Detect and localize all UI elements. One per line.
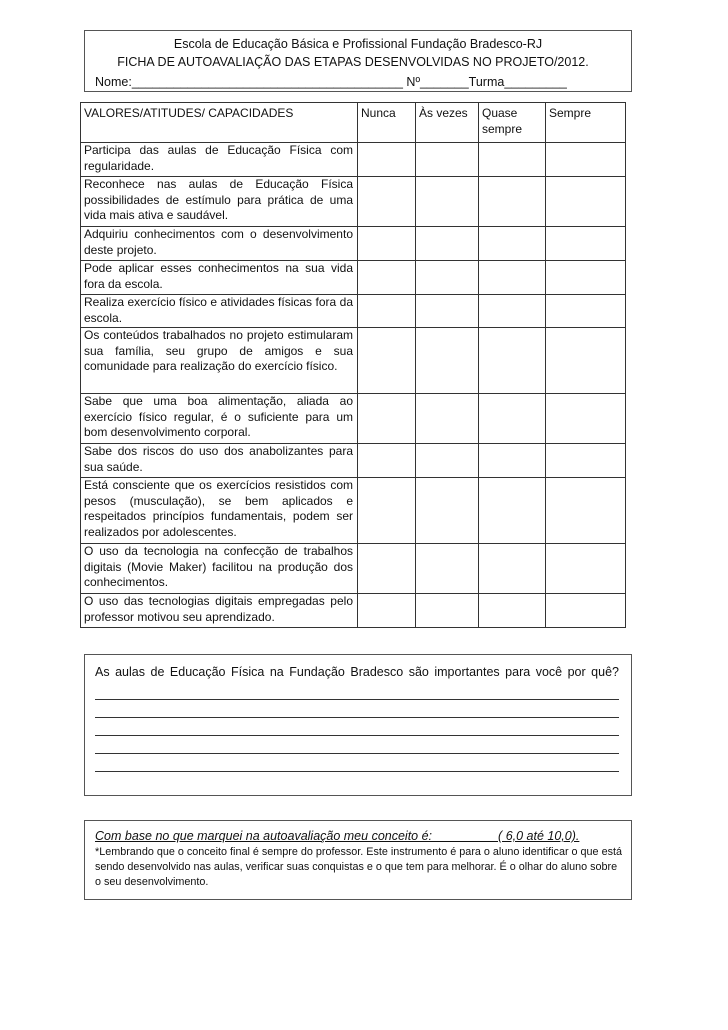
- mark-cell-always[interactable]: [546, 594, 626, 628]
- statement-cell: Adquiriu conhecimentos com o desenvolvimento deste projeto.: [81, 227, 358, 261]
- table-row: [81, 261, 626, 295]
- table-row: [81, 478, 626, 544]
- statement-cell: O uso das tecnologias digitais empregadas pelo professor motivou seu aprendizado.: [81, 594, 358, 628]
- mark-cell-sometimes[interactable]: [416, 394, 479, 444]
- statement-cell: Está consciente que os exercícios resistidos com pesos (musculação), se bem aplicados e respeitados princípios fundamentais, podem ser realizados por adolescentes.: [81, 478, 358, 544]
- answer-line[interactable]: [95, 771, 619, 772]
- mark-cell-almost-always[interactable]: [479, 227, 546, 261]
- mark-cell-never[interactable]: [358, 295, 416, 328]
- mark-cell-always[interactable]: [546, 143, 626, 177]
- table-row: [81, 143, 626, 177]
- mark-cell-almost-always[interactable]: [479, 444, 546, 478]
- table-header-row: [81, 103, 626, 143]
- mark-cell-always[interactable]: [546, 478, 626, 544]
- mark-cell-never[interactable]: [358, 143, 416, 177]
- table-row: [81, 295, 626, 328]
- mark-cell-sometimes[interactable]: [416, 328, 479, 394]
- column-header-never: Nunca: [358, 103, 416, 143]
- student-info-line[interactable]: Nome:_______________________________________ Nº_______Turma_________: [95, 75, 567, 89]
- table-row: [81, 594, 626, 628]
- mark-cell-always[interactable]: [546, 444, 626, 478]
- question-text: As aulas de Educação Física na Fundação Bradesco são importantes para você por quê?: [95, 665, 619, 679]
- mark-cell-sometimes[interactable]: [416, 444, 479, 478]
- statement-cell: Realiza exercício físico e atividades físicas fora da escola.: [81, 295, 358, 328]
- mark-cell-almost-always[interactable]: [479, 143, 546, 177]
- mark-cell-never[interactable]: [358, 227, 416, 261]
- table-row: [81, 394, 626, 444]
- statement-cell: Pode aplicar esses conhecimentos na sua vida fora da escola.: [81, 261, 358, 295]
- column-header-almost-always: Quase sempre: [479, 103, 546, 143]
- mark-cell-never[interactable]: [358, 177, 416, 227]
- mark-cell-almost-always[interactable]: [479, 328, 546, 394]
- mark-cell-almost-always[interactable]: [479, 261, 546, 295]
- table-row: [81, 177, 626, 227]
- statement-cell: O uso da tecnologia na confecção de trabalhos digitais (Movie Maker) facilitou na produção dos conhecimentos.: [81, 544, 358, 594]
- table-row: [81, 444, 626, 478]
- column-header-capacities: VALORES/ATITUDES/ CAPACIDADES: [81, 103, 358, 143]
- mark-cell-always[interactable]: [546, 394, 626, 444]
- mark-cell-almost-always[interactable]: [479, 544, 546, 594]
- question-box: [84, 654, 632, 796]
- mark-cell-sometimes[interactable]: [416, 544, 479, 594]
- form-title: FICHA DE AUTOAVALIAÇÃO DAS ETAPAS DESENVOLVIDAS NO PROJETO/2012.: [117, 55, 589, 69]
- mark-cell-almost-always[interactable]: [479, 478, 546, 544]
- answer-line[interactable]: [95, 699, 619, 700]
- statement-cell: Sabe dos riscos do uso dos anabolizantes para sua saúde.: [81, 444, 358, 478]
- statement-cell: Participa das aulas de Educação Física com regularidade.: [81, 143, 358, 177]
- mark-cell-never[interactable]: [358, 328, 416, 394]
- table-row: [81, 544, 626, 594]
- mark-cell-never[interactable]: [358, 261, 416, 295]
- table-row: [81, 328, 626, 394]
- mark-cell-never[interactable]: [358, 444, 416, 478]
- mark-cell-sometimes[interactable]: [416, 295, 479, 328]
- answer-line[interactable]: [95, 753, 619, 754]
- mark-cell-sometimes[interactable]: [416, 594, 479, 628]
- statement-cell: Reconhece nas aulas de Educação Física possibilidades de estímulo para prática de uma vida mais ativa e saudável.: [81, 177, 358, 227]
- mark-cell-never[interactable]: [358, 394, 416, 444]
- statement-cell: Os conteúdos trabalhados no projeto estimularam sua família, seu grupo de amigos e sua comunidade para realização do exercício físico.: [81, 328, 358, 394]
- mark-cell-sometimes[interactable]: [416, 177, 479, 227]
- answer-line[interactable]: [95, 717, 619, 718]
- concept-grade-line[interactable]: Com base no que marquei na autoavaliação meu conceito é:_________ ( 6,0 até 10,0).: [95, 829, 580, 843]
- mark-cell-sometimes[interactable]: [416, 143, 479, 177]
- mark-cell-always[interactable]: [546, 295, 626, 328]
- column-header-sometimes: Às vezes: [416, 103, 479, 143]
- mark-cell-never[interactable]: [358, 594, 416, 628]
- statement-cell: Sabe que uma boa alimentação, aliada ao exercício físico regular, é o suficiente para um bom desenvolvimento corporal.: [81, 394, 358, 444]
- header-box: [84, 30, 632, 92]
- school-name: Escola de Educação Básica e Profissional Fundação Bradesco-RJ: [173, 37, 543, 51]
- mark-cell-always[interactable]: [546, 227, 626, 261]
- mark-cell-almost-always[interactable]: [479, 394, 546, 444]
- mark-cell-almost-always[interactable]: [479, 594, 546, 628]
- concept-note: *Lembrando que o conceito final é sempre do professor. Este instrumento é para o aluno identificar o que está sendo desenvolvido nas aulas, verificar suas conquistas e o que tem para melhorar. É o olhar do aluno sobre o seu desenvolvimento.: [95, 846, 622, 888]
- mark-cell-sometimes[interactable]: [416, 227, 479, 261]
- mark-cell-never[interactable]: [358, 544, 416, 594]
- mark-cell-always[interactable]: [546, 261, 626, 295]
- mark-cell-always[interactable]: [546, 328, 626, 394]
- mark-cell-always[interactable]: [546, 177, 626, 227]
- mark-cell-never[interactable]: [358, 478, 416, 544]
- mark-cell-sometimes[interactable]: [416, 261, 479, 295]
- mark-cell-almost-always[interactable]: [479, 295, 546, 328]
- mark-cell-always[interactable]: [546, 544, 626, 594]
- mark-cell-sometimes[interactable]: [416, 478, 479, 544]
- concept-box: [84, 820, 632, 900]
- table-row: [81, 227, 626, 261]
- column-header-always: Sempre: [546, 103, 626, 143]
- mark-cell-almost-always[interactable]: [479, 177, 546, 227]
- evaluation-table: [80, 102, 626, 628]
- answer-line[interactable]: [95, 735, 619, 736]
